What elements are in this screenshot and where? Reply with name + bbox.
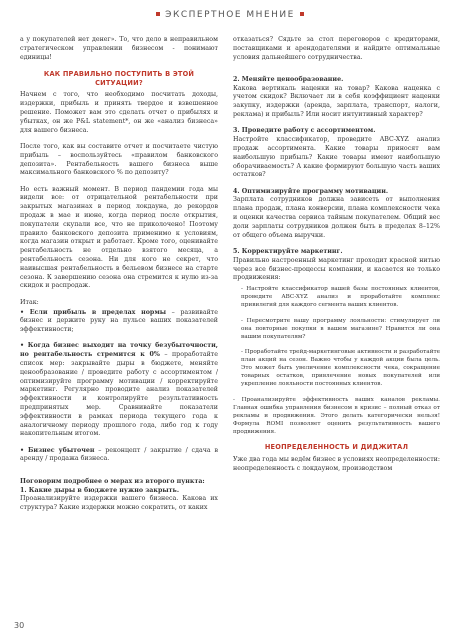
left-column (20, 36, 218, 520)
paragraph: а у покупателей нет денег». То, что дело в неправильном стратегическом управлении бизнесом - понимают единицы! (20, 36, 218, 61)
paragraph: Но есть важный момент. В период пандемии года мы видели все: от отрицательной рентабельности при закрытых магазинах в период локдауна, до рекордов продаж в мае и июне, когда период после открытия, покупатели скупали все, что не приколочено! Поэтому правило банковского депозита применимо к условиям, когда магазин открыт и работает. Кроме того, оценивайте рентабельность не отдельно взятого месяца, а рентабельность сезона. Ни для кого не секрет, что наивысшая рентабельность в бельевом бизнесе на старте сезона. К завершению сезона она стремится к нулю из-за скидок и распродаж. (20, 185, 218, 290)
numbered-heading: 2. Меняйте ценообразование. (233, 75, 344, 83)
bullet-text: – реконцепт / закрытие / сдача в аренду / продажа бизнеса. (20, 446, 218, 463)
bullet-lead: • Если прибыль в пределах нормы (20, 308, 167, 316)
page-number: 30 (14, 621, 25, 630)
paragraph: Какова вертикаль наценки на товар? Какова наценка с учетом скидок? Включает ли в себя коэффициент наценки закупку, издержки (аренда, зарплата, транспорт, налоги, реклама) и прибыль? Или носит интуитивный характер? (233, 84, 440, 119)
paragraph: Итак: (20, 298, 39, 306)
numbered-heading: 5. Корректируйте маркетинг. (233, 247, 343, 255)
paragraph: Уже два года мы ведём бизнес в условиях неопределенности: неопределенность с локдауном, производством (233, 455, 440, 472)
right-column (233, 36, 440, 481)
numbered-heading: 3. Проведите работу с ассортиментом. (233, 127, 376, 135)
bullet-text: – проработайте список мер: закрывайте дыры в бюджете, меняйте ценообразование / проведите работу с ассортиментом / оптимизируйте программу мотивации / корректируйте маркетинг. Регулярно проводите анализ показателей эффективности и контролируйте результативность предпринятых мер. Сравнивайте показатели эффективности в рамках периода текущего года к аналогичному периоду прошлого года, либо год к году накопительным итогом. (20, 351, 218, 438)
paragraph: Начнем с того, что необходимо посчитать доходы, издержки, прибыль и принять твердое и взвешенное решение. Поможет вам это сделать отчет о прибылях и убытках, он же P&L statement*, он же «анализ бизнеса» для вашего бизнеса. (20, 91, 218, 134)
bullet-item (20, 342, 218, 439)
list-item: - Настройте классификатор вашей базы постоянных клиентов, проведите ABC-XYZ анализ и проработайте комплекс привилегий для каждого сегмента ваших клиентов. (241, 286, 440, 309)
section-title: ЭКСПЕРТНОЕ МНЕНИЕ (165, 10, 295, 20)
bullet-lead: • Бизнес убыточен (20, 446, 95, 454)
paragraph: Зарплата сотрудников должна зависеть от выполнения плана продаж, плана конверсии, плана комплексности чека и оценки качества сервиса тайным покупателем. Общий вес доли зарплаты сотрудников должен быть в пределах 8–12% от общего объема выручки. (233, 196, 440, 239)
bullet-square-icon (300, 12, 304, 16)
list-item: - Пересмотрите вашу программу лояльности: стимулирует ли она повторные покупки в вашем магазине? Нравится ли она вашим покупателям? (241, 317, 440, 340)
subheading: НЕОПРЕДЕЛЕННОСТЬ И ДИДЖИТАЛ (264, 443, 409, 452)
paragraph: Проанализируйте издержки вашего бизнеса. Какова их структура? Какие издержки можно сократить, от каких (20, 495, 218, 512)
bullet-item (20, 309, 218, 335)
bullet-item (20, 447, 218, 465)
section-header (0, 10, 460, 20)
bullet-square-icon (156, 12, 160, 16)
paragraph: 1. Какие дыры в бюджете нужно закрыть. (20, 486, 180, 494)
list-item: - Проработайте трейд-маркетинговые активности и разработайте план акций на сезон. Важно чтобы у каждой акции была цель. Это может быть увеличение комплексности чека, сокращение товарных остатков, привлечение новых покупателей или укрепление лояльности постоянных клиентов. (241, 349, 440, 388)
numbered-heading: 4. Оптимизируйте программу мотивации. (233, 187, 389, 195)
subheading: КАК ПРАВИЛЬНО ПОСТУПИТЬ В ЭТОЙ СИТУАЦИИ? (43, 69, 195, 87)
list-item: - Проанализируйте эффективность ваших каналов рекламы. Главная ошибка управления бизнесом в кризис – полный отказ от рекламы и продвижения. Этого делать категорически нельзя! Формула ROMI позволяет оценить результативность вашего продвижения. (233, 396, 440, 435)
paragraph: Поговорим подробнее о мерах из второго пункта: (20, 477, 205, 485)
bullet-text: – развивайте бизнес и держите руку на пульсе ваших показателей эффективности; (20, 308, 218, 334)
paragraph: Правильно настроенный маркетинг проходит красной нитью через все бизнес-процессы компании, и касается не только продвижения: (233, 256, 440, 282)
paragraph: отказаться? Сядьте за стол переговоров с кредиторами, поставщиками и арендодателями и найдите оптимальные условия дальнейшего сотрудничества. (233, 36, 440, 61)
paragraph: Настройте классификатор, проведите ABC-XYZ анализ продаж ассортимента. Какие товары приносят вам наибольшую прибыль? Какие товары имеют наибольшую оборачиваемость? А какие формируют большую часть ваших остатков? (233, 136, 440, 179)
paragraph: После того, как вы составите отчет и посчитаете чистую прибыль – воспользуйтесь «правилом банковского депозита». Рентабельность вашего бизнеса выше максимального банковского % по депозиту? (20, 142, 218, 177)
bullet-lead: • Когда бизнес выходит на точку безубыточности, но рентабельность стремится к 0% (20, 342, 218, 359)
